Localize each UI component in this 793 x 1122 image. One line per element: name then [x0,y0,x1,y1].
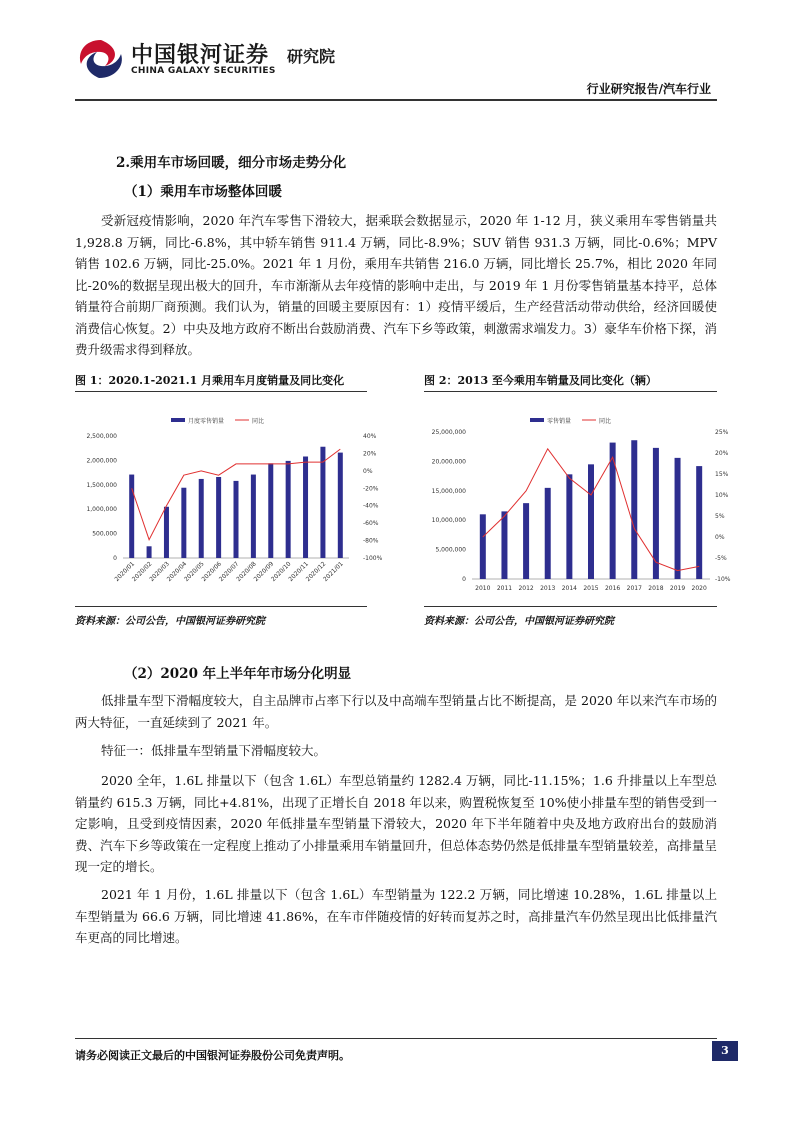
paragraph-3: 特征一：低排量车型销量下滑幅度较大。 [101,743,327,758]
c2-right-tick-label: 20% [715,450,729,457]
c2-x-tick-label: 2015 [583,585,599,592]
c2-x-tick-label: 2018 [648,585,664,592]
c1-left-tick-label: 0 [113,555,117,562]
report-type: 行业研究报告/汽车行业 [586,82,711,96]
chart2-legend [530,417,611,425]
c2-x-tick-label: 2011 [496,585,513,592]
brand-name-cn: 中国银河证券 [131,43,270,68]
chart1-legend-line-label: 同比 [252,418,265,425]
figure-1-bottom-rule [75,606,367,607]
c2-bar [545,488,551,579]
c2-right-tick-label: -5% [715,555,727,562]
chart-annual-sales [424,398,731,602]
c1-bar [286,461,291,558]
c2-x-tick-label: 2019 [669,585,686,592]
c1-right-tick-label: -100% [363,555,383,562]
c2-bar [696,466,702,579]
c1-x-tick-label: 2021/01 [322,560,345,584]
c2-right-tick-label: 0% [715,534,725,541]
c1-left-tick-label: 2,500,000 [86,433,117,440]
figure-2-title: 图 2：2013 至今乘用车销量及同比变化（辆） [424,374,657,387]
subsection-title-2: （2）2020 年上半年年市场分化明显 [124,666,352,682]
c1-bar [181,488,186,558]
c1-x-tick-label: 2020/08 [235,560,258,584]
figure-2-source: 资料来源：公司公告，中国银河证券研究院 [424,616,614,627]
paragraph-2: 低排量车型下滑幅度较大，自主品牌市占率下行以及中高端车型销量占比不断提高，是 2020 年以来汽车市场的两大特征，一直延续到了 2021 年。 [75,693,717,730]
figure-1-top-rule [75,391,367,392]
c1-bar [234,481,239,558]
c2-bar [631,440,637,579]
c2-x-tick-label: 2017 [626,585,642,592]
c1-left-tick-label: 2,000,000 [86,457,117,465]
footer-divider [75,1038,717,1039]
c1-bar [164,507,169,558]
figure-1-source: 资料来源：公司公告，中国银河证券研究院 [75,616,265,627]
c2-bar [675,458,681,579]
c1-bar [199,479,204,558]
c2-bar [501,511,507,579]
c1-bar [338,453,343,558]
footer-disclaimer: 请务必阅读正文最后的中国银河证券股份公司免责声明。 [75,1049,350,1062]
c2-left-tick-label: 25,000,000 [431,429,466,436]
c1-left-tick-label: 1,000,000 [86,506,117,514]
c1-bar [268,463,273,558]
header-divider [75,99,717,101]
subsection-title-1: （1）乘用车市场整体回暖 [124,184,282,200]
chart1-legend [171,417,264,425]
c2-x-tick-label: 2010 [475,585,491,592]
c1-x-tick-label: 2020/01 [113,560,137,584]
page-number: 3 [712,1041,738,1061]
figure-2-top-rule [424,391,717,392]
c1-x-tick-label: 2020/02 [130,560,154,584]
c1-x-tick-label: 2020/04 [165,560,189,584]
chart1-legend-bar-label: 月度零售销量 [188,418,225,425]
c1-x-tick-label: 2020/06 [200,560,224,584]
header-logo [75,36,345,86]
brand-name-en: CHINA GALAXY SECURITIES [131,66,276,76]
c1-right-tick-label: 20% [363,450,377,458]
c1-bar [320,447,325,558]
paragraph-4: 2020 全年，1.6L 排量以下（包含 1.6L）车型总销量约 1282.4 万辆，同比-11.15%；1.6 升排量以上车型总销量约 615.3 万辆，同比+4.81%，出现了正增长自 2018 年以来，购置税恢复至 10%使小排量车型的销售受到一定影响，且受到疫情因素，2020 年低排量车型销量下滑较大，2020 年下半年随着中央及地方政府出台的鼓励消费、汽车下乡等政策在一定程度上推动了小排量乘用车销量回升，但总体态势仍然是低排量车型销量较差，高排量呈现一定的增长。 [75,773,717,874]
figure-2-bottom-rule [424,606,717,607]
c1-right-tick-label: 0% [363,467,373,475]
c1-x-tick-label: 2020/11 [287,560,310,584]
c2-left-tick-label: 5,000,000 [435,546,466,554]
c2-left-tick-label: 10,000,000 [431,517,466,525]
c1-right-tick-label: -20% [363,485,379,493]
c2-x-tick-label: 2012 [518,585,534,592]
chart-monthly-sales [75,398,383,602]
c2-left-tick-label: 20,000,000 [431,458,466,466]
c1-x-tick-label: 2020/03 [148,560,171,584]
c2-right-tick-label: -10% [715,576,731,583]
c1-x-tick-label: 2020/10 [269,560,293,584]
c1-x-tick-label: 2020/07 [217,560,241,584]
c1-x-tick-label: 2020/05 [183,560,206,584]
c2-x-tick-label: 2014 [561,585,578,592]
c2-right-tick-label: 15% [715,471,729,478]
c2-x-tick-label: 2020 [691,585,707,592]
c2-bar [523,503,529,579]
c1-x-tick-label: 2020/12 [304,560,328,584]
c2-bar [566,474,572,579]
galaxy-logo-icon [75,36,127,82]
c2-x-tick-label: 2016 [604,585,621,592]
c2-left-tick-label: 15,000,000 [431,487,466,495]
c2-right-tick-label: 5% [715,513,725,520]
c1-right-tick-label: -80% [363,537,379,545]
c1-bar [147,546,152,558]
chart2-legend-bar-label: 零售销量 [547,418,572,425]
c1-bar [129,475,134,558]
c2-left-tick-label: 0 [462,576,466,583]
c1-bar [216,477,221,558]
c2-bar [588,464,594,579]
c1-bar [251,475,256,558]
c1-left-tick-label: 500,000 [92,530,117,538]
chart2-legend-line-label: 同比 [599,418,612,425]
c1-x-tick-label: 2020/09 [252,560,276,584]
brand-institute: 研究院 [287,47,336,66]
c1-right-tick-label: 40% [363,433,377,440]
c2-bar [480,514,486,579]
figure-1-title: 图 1：2020.1-2021.1 月乘用车月度销量及同比变化 [75,374,345,387]
paragraph-5: 2021 年 1 月份，1.6L 排量以下（包含 1.6L）车型销量为 122.2 万辆，同比增速 10.28%，1.6L 排量以上车型销量为 66.6 万辆，同比增速 41.86%，在车市伴随疫情的好转而复苏之时，高排量汽车仍然呈现出比低排量汽车更高的同比增速。 [75,887,717,945]
c1-right-tick-label: -60% [363,520,379,528]
paragraph-1: 受新冠疫情影响，2020 年汽车零售下滑较大，据乘联会数据显示，2020 年 1-12 月，狭义乘用车零售销量共 1,928.8 万辆，同比-6.8%，其中轿车销售 911.4 万辆，同比-8.9%；SUV 销售 931.3 万辆，同比-0.6%；MPV 销售 102.6 万辆，同比-25.0%。2021 年 1 月份，乘用车共销售 216.0 万辆，同比增长 25.7%，相比 2020 年同比-20%的数据呈现出极大的回升，车市渐渐从去年疫情的影响中走出，与 2019 年 1 月份零售销量基本持平，总体销量符合前期厂商预测。我们认为，销量的回暖主要原因有：1）疫情平缓后，生产经营活动带动供给，经济回暖使消费信心恢复。2）中央及地方政府不断出台鼓励消费、汽车下乡等政策，刺激需求端发力。3）豪华车价格下探，消费升级需求得到释放。 [75,213,717,357]
c2-right-tick-label: 25% [715,429,729,436]
c2-right-tick-label: 10% [715,492,729,499]
section-title: 2.乘用车市场回暖，细分市场走势分化 [116,155,347,171]
c1-left-tick-label: 1,500,000 [86,481,117,489]
c1-bar [303,456,308,558]
c1-right-tick-label: -40% [363,502,379,510]
c2-x-tick-label: 2013 [540,585,556,592]
